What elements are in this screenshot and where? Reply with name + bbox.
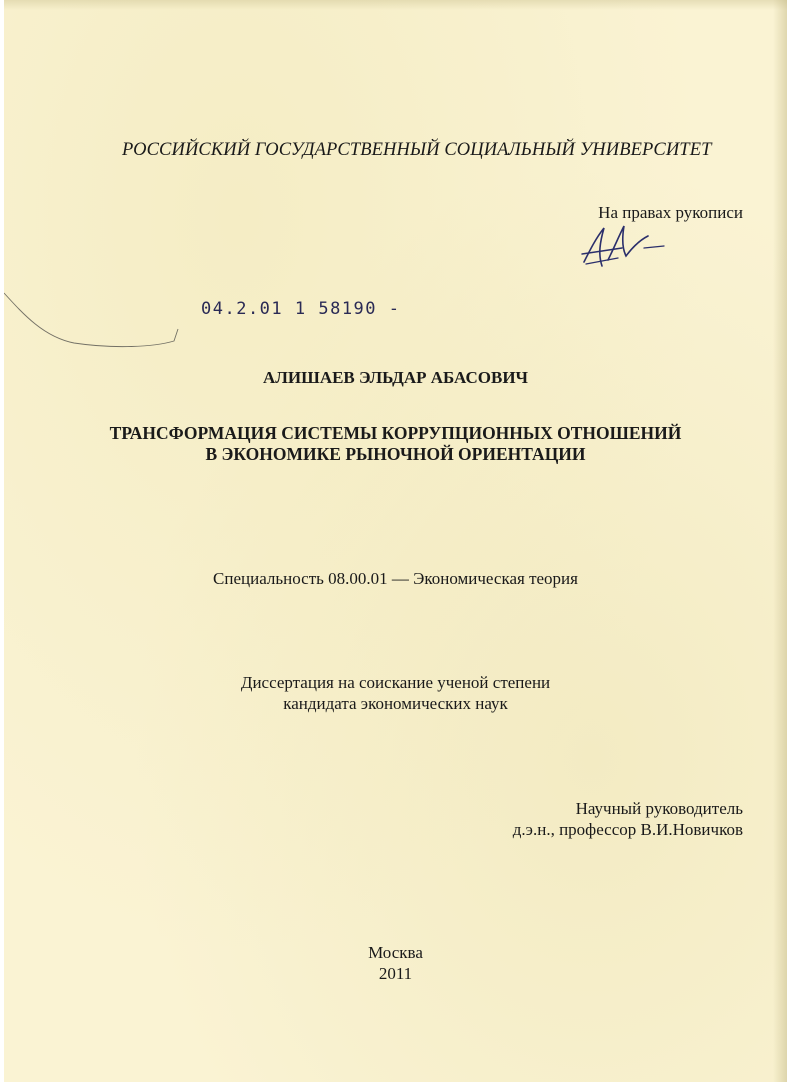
dissertation-degree-line-2: кандидата экономических наук xyxy=(283,694,508,713)
registration-stamp: 04.2.01 1 58190 - xyxy=(201,299,401,319)
thesis-title-line-1: ТРАНСФОРМАЦИЯ СИСТЕМЫ КОРРУПЦИОННЫХ ОТНОШЕНИЙ xyxy=(109,423,682,443)
advisor-name: д.э.н., профессор В.И.Новичков xyxy=(512,820,743,839)
scan-edge-top xyxy=(4,0,787,10)
thesis-title-line-2: В ЭКОНОМИКЕ РЫНОЧНОЙ ОРИЕНТАЦИИ xyxy=(205,444,586,464)
specialty: Специальность 08.00.01 — Экономическая теория xyxy=(213,569,578,588)
year: 2011 xyxy=(378,964,413,983)
advisor-role: Научный руководитель xyxy=(575,799,743,818)
university-name: РОССИЙСКИЙ ГОСУДАРСТВЕННЫЙ СОЦИАЛЬНЫЙ УНИВЕРСИТЕТ xyxy=(122,140,712,160)
corner-pencil-mark xyxy=(4,285,194,355)
author-name: АЛИШАЕВ ЭЛЬДАР АБАСОВИЧ xyxy=(262,368,529,387)
document-page xyxy=(4,0,787,1082)
dissertation-degree-line-1: Диссертация на соискание ученой степени xyxy=(240,673,551,692)
scan-edge-right xyxy=(773,0,787,1082)
city: Москва xyxy=(368,943,423,962)
manuscript-note: На правах рукописи xyxy=(598,203,743,222)
signature-graphic xyxy=(578,218,670,272)
